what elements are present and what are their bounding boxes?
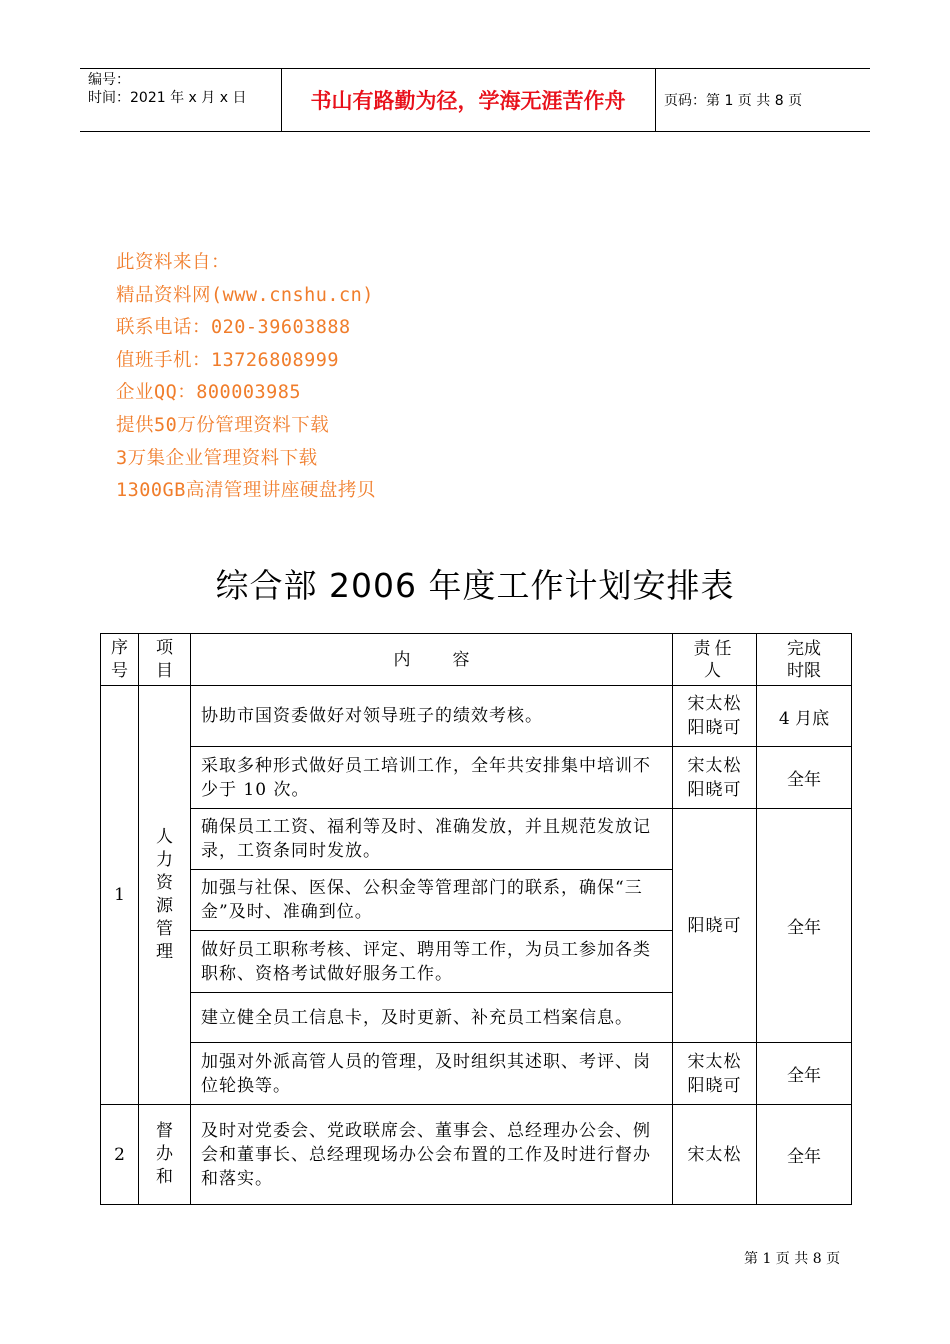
page-header	[80, 68, 870, 132]
source-info-line: 提供50万份管理资料下载	[116, 414, 330, 436]
table-header-row	[101, 634, 852, 686]
document-time-label: 时间：2021 年 x 月 x 日	[88, 90, 247, 106]
header-responsible: 责任人	[673, 634, 757, 686]
task-content: 做好员工职称考核、评定、聘用等工作，为员工参加各类职称、资格考试做好服务工作。	[191, 931, 673, 993]
source-info-line: 此资料来自：	[116, 252, 231, 273]
source-info-block	[116, 250, 376, 511]
group-seq: 1	[101, 686, 139, 1105]
document-title: 综合部 2006 年度工作计划安排表	[215, 566, 735, 605]
task-content: 确保员工工资、福利等及时、准确发放，并且规范发放记录，工资条同时发放。	[191, 809, 673, 870]
task-deadline: 全年	[757, 1043, 852, 1105]
header-meta	[88, 71, 283, 107]
task-deadline: 全年	[757, 809, 852, 1043]
header-page-number: 页码：第 1 页 共 8 页	[664, 93, 803, 109]
task-deadline: 全年	[757, 1105, 852, 1205]
task-content: 及时对党委会、党政联席会、董事会、总经理办公会、例会和董事长、总经理现场办公会布置的工作及时进行督办和落实。	[191, 1105, 673, 1205]
source-info-line: 3万集企业管理资料下载	[116, 447, 318, 469]
task-responsible: 宋太松	[673, 1105, 757, 1205]
group-item: 督办和	[139, 1105, 191, 1205]
group-item: 人力资源管理	[139, 686, 191, 1105]
task-content: 采取多种形式做好员工培训工作，全年共安排集中培训不少于 10 次。	[191, 747, 673, 809]
task-responsible: 宋太松 阳晓可	[673, 686, 757, 747]
group-seq: 2	[101, 1105, 139, 1205]
task-content: 协助市国资委做好对领导班子的绩效考核。	[191, 686, 673, 747]
table-row	[101, 747, 852, 809]
source-info-line: 1300GB高清管理讲座硬盘拷贝	[116, 480, 376, 502]
header-divider	[655, 69, 656, 131]
task-content: 建立健全员工信息卡，及时更新、补充员工档案信息。	[191, 993, 673, 1043]
table-row	[101, 1105, 852, 1205]
document-number-label: 编号：	[88, 72, 130, 88]
header-motto: 书山有路勤为径，学海无涯苦作舟	[310, 89, 626, 113]
table-row	[101, 1043, 852, 1105]
task-content: 加强与社保、医保、公积金等管理部门的联系，确保“三金”及时、准确到位。	[191, 870, 673, 931]
task-deadline: 4 月底	[757, 686, 852, 747]
header-deadline: 完成时限	[757, 634, 852, 686]
page-footer: 第 1 页 共 8 页	[744, 1251, 841, 1267]
task-deadline: 全年	[757, 747, 852, 809]
source-info-line: 企业QQ：800003985	[116, 382, 302, 404]
task-responsible: 宋太松 阳晓可	[673, 747, 757, 809]
source-info-line: 联系电话：020-39603888	[116, 317, 351, 339]
task-responsible: 阳晓可	[673, 809, 757, 1043]
header-content: 内 容	[191, 634, 673, 686]
source-info-line: 值班手机：13726808999	[116, 349, 340, 371]
header-seq: 序号	[101, 634, 139, 686]
table-row	[101, 686, 852, 747]
task-responsible: 宋太松 阳晓可	[673, 1043, 757, 1105]
task-content: 加强对外派高管人员的管理，及时组织其述职、考评、岗位轮换等。	[191, 1043, 673, 1105]
source-info-line: 精品资料网(www.cnshu.cn)	[116, 284, 374, 306]
work-plan-table	[100, 633, 852, 1205]
header-item: 项目	[139, 634, 191, 686]
table-row	[101, 809, 852, 870]
